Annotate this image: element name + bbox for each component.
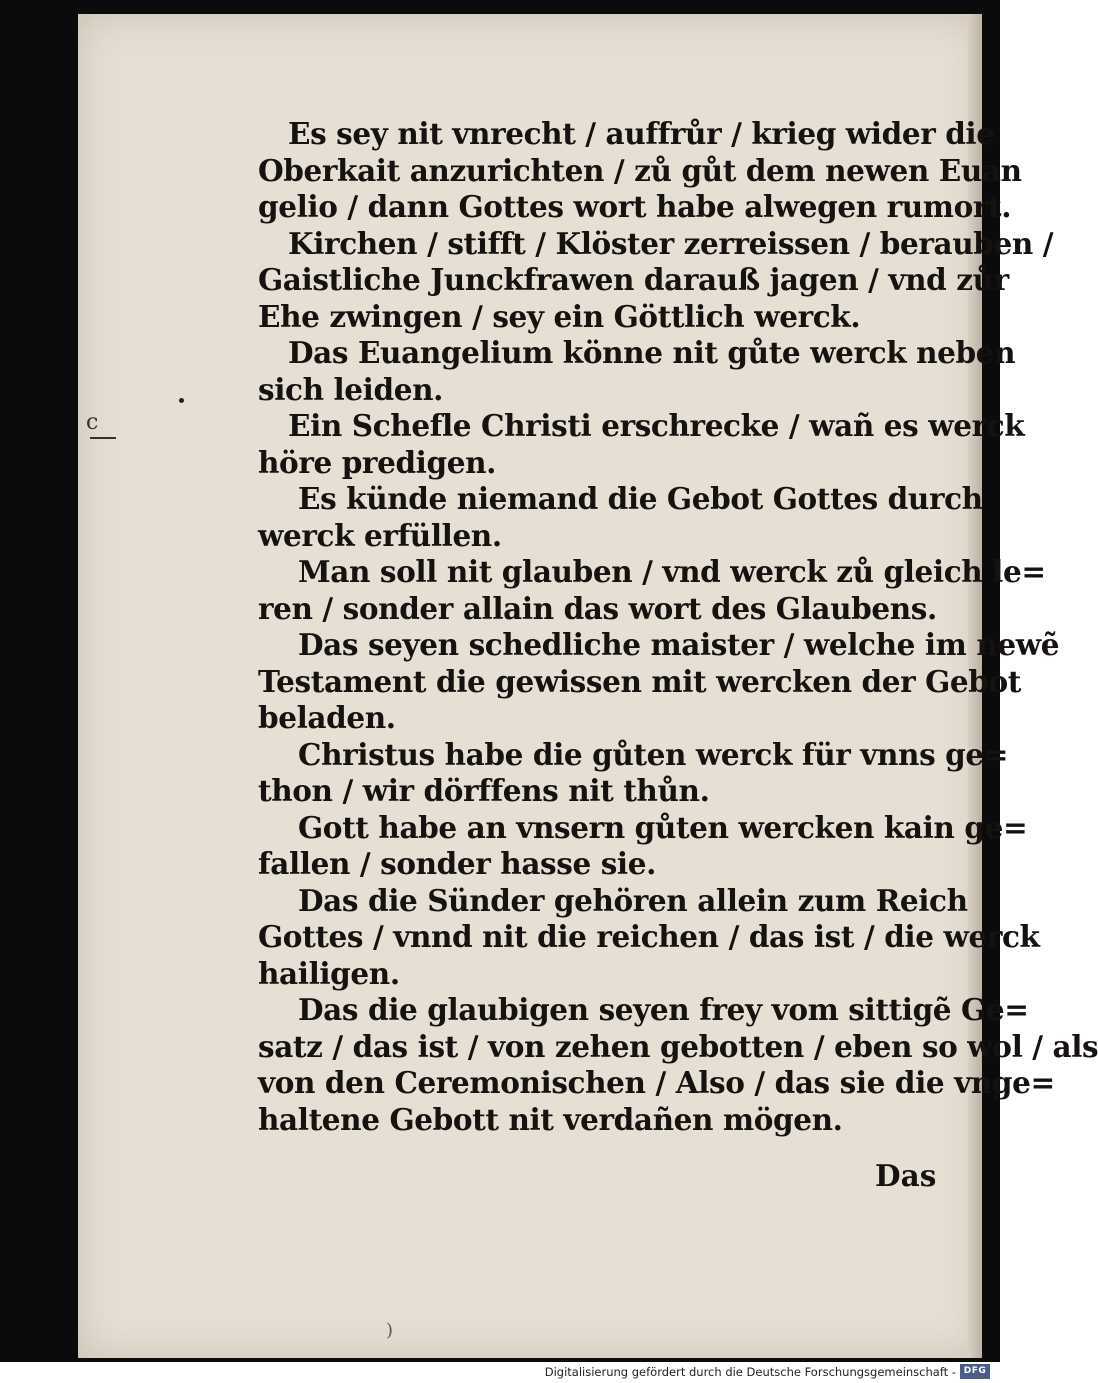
stray-mark: )	[386, 1320, 394, 1341]
text-line: beladen.	[258, 700, 396, 735]
margin-dash	[90, 437, 116, 439]
text-line: haltene Gebott nit verdañen mögen.	[258, 1101, 843, 1137]
text-line: von den Ceremonischen / Also / das sie die vnge=	[258, 1065, 1055, 1100]
text-line: Es sey nit vnrecht / auffrůr / krieg wider die	[288, 116, 995, 151]
text-line: sich leiden.	[258, 371, 443, 407]
text-line: Ein Schefle Christi erschrecke / wañ es werck	[288, 408, 1025, 443]
text-line: fallen / sonder hasse sie.	[258, 846, 656, 881]
text-line: ren / sonder allain das wort des Glaubens.	[258, 590, 937, 626]
text-line: Gottes / vnnd nit die reichen / das ist / die werck	[258, 919, 1040, 954]
text-line: Testament die gewissen mit wercken der Gebot	[258, 663, 1021, 699]
dfg-logo: DFG	[960, 1364, 990, 1379]
text-line: satz / das ist / von zehen gebotten / eben so wol / als	[258, 1028, 1098, 1064]
text-line: Oberkait anzurichten / zů gůt dem newen Euan	[258, 152, 1022, 188]
text-line: Das Euangelium könne nit gůte werck neben	[288, 335, 1016, 370]
text-line: Man soll nit glauben / vnd werck zů gleich le=	[298, 554, 1046, 589]
text-line: hailigen.	[258, 955, 400, 991]
text-line: Kirchen / stifft / Klöster zerreissen / berauben /	[288, 225, 1054, 261]
text-line: Das die glaubigen seyen frey vom sittigẽ Ge=	[298, 992, 1029, 1027]
text-line: höre predigen.	[258, 444, 496, 480]
text-line: Es künde niemand die Gebot Gottes durch	[298, 481, 983, 516]
footer-bar	[0, 1362, 1000, 1383]
body-text	[180, 116, 1098, 1138]
footer-credit: Digitalisierung gefördert durch die Deutsche Forschungsgemeinschaft -	[544, 1365, 956, 1379]
text-line: Das seyen schedliche maister / welche im newẽ	[298, 627, 1060, 662]
text-line: gelio / dann Gottes wort habe alwegen rumort.	[258, 189, 1012, 224]
margin-mark: c	[86, 410, 99, 435]
text-line: Christus habe die gůten werck für vnns ge=	[298, 736, 1009, 772]
text-line: Ehe zwingen / sey ein Göttlich werck.	[258, 298, 861, 334]
catchword: Das	[875, 1158, 937, 1193]
text-line: thon / wir dörffens nit thůn.	[258, 773, 710, 808]
text-line: Das die Sünder gehören allein zum Reich	[298, 882, 968, 918]
text-line: Gaistliche Junckfrawen darauß jagen / vnd zůr	[258, 262, 1009, 297]
text-line: Gott habe an vnsern gůten wercken kain ge=	[298, 809, 1028, 845]
text-line: werck erfüllen.	[258, 517, 502, 553]
